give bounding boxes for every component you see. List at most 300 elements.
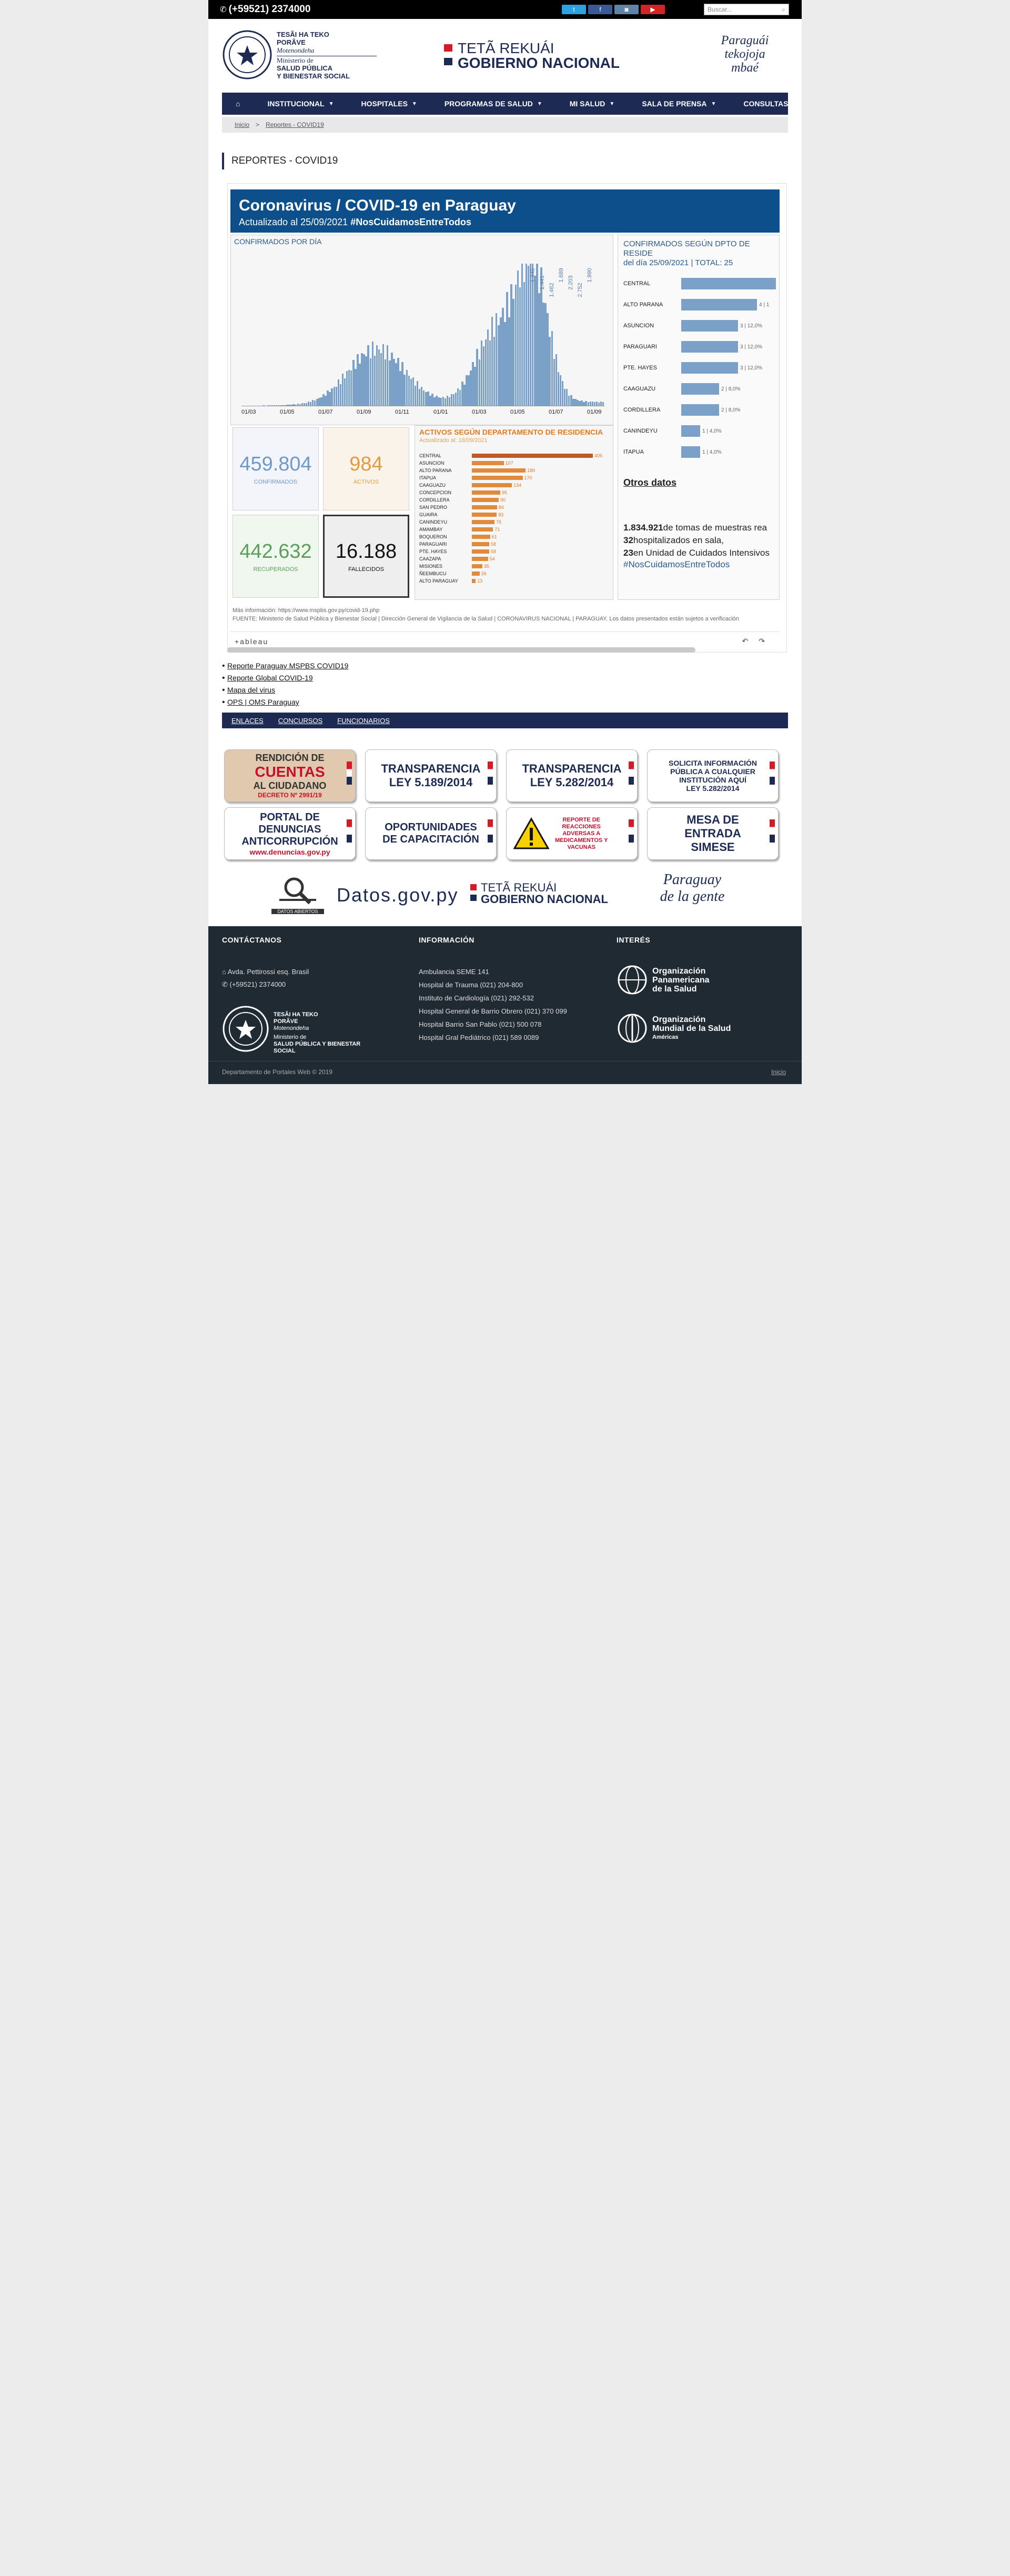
globe-icon [617,1013,648,1044]
banner-portal-denuncias[interactable] [224,807,356,860]
kpi-value: 442.632 [239,540,312,563]
depto-bar [681,299,757,310]
x-tick-label: 01/01 [433,409,448,415]
activos-name: GUAIRA [419,512,438,517]
tableau-logo[interactable]: +ableau [235,637,269,646]
banner-solicita-informacion[interactable] [647,749,779,802]
activos-title: ACTIVOS SEGÚN DEPARTAMENTO DE RESIDENCIA [419,428,603,436]
activos-name: ALTO PARANA [419,468,452,473]
breadcrumb-separator: > [256,121,260,128]
otros-text: hospitalizados en sala, [633,535,724,545]
banner-line: MEDICAMENTOS Y [555,837,608,844]
activos-row[interactable] [419,511,609,518]
oms-logo[interactable] [617,1013,731,1044]
depto-panel [618,235,780,600]
otros-item [623,534,770,547]
x-tick-label: 01/03 [472,409,487,415]
banner-line: TRANSPARENCIA [381,762,481,775]
slogan-line: tekojoja [724,47,765,61]
chevron-down-icon: ▼ [792,101,798,107]
otros-item [623,522,770,534]
horizontal-scrollbar[interactable] [227,647,695,653]
gov-logo[interactable] [458,41,620,71]
depto-name: CAAGUAZU [623,386,656,392]
depto-title: CONFIRMADOS SEGÚN DPTO DE RESIDE [623,239,750,258]
banner-line: LEY 5.189/2014 [389,776,473,789]
activos-bar [472,520,494,524]
depto-value: 2 | 8,0% [721,386,741,392]
logo-line: Ministerio de [274,1034,307,1040]
activos-panel [415,425,613,600]
banner-line: DECRETO Nº 2991/19 [258,791,322,799]
banner-line: INSTITUCIÓN AQUÍ [679,776,746,784]
banner-line: LEY 5.282/2014 [686,784,740,793]
flag-stripe [770,819,775,843]
otros-item [623,547,770,559]
logo-line: SALUD PÚBLICA [277,64,333,72]
activos-list [419,452,609,585]
activos-bar [472,572,480,576]
bullet: • [222,661,228,670]
globe-icon [617,964,648,996]
activos-value: 134 [513,483,522,488]
ministry-seal-logo[interactable] [222,29,272,80]
footer-copyright: Departamento de Portales Web © 2019 [222,1068,333,1076]
activos-row[interactable] [419,533,609,540]
x-tick-label: 01/09 [357,409,371,415]
otros-hashtag: #NosCuidamosEntreTodos [623,559,730,569]
datos-abiertos-logo[interactable] [271,876,324,918]
activos-row[interactable] [419,570,609,577]
banner-line: REPORTE DE [562,816,600,823]
depto-name: ITAPUA [623,449,644,455]
kpi-label: FALLECIDOS [348,566,384,573]
banner-oportunidades[interactable] [365,807,497,860]
activos-bar [472,461,504,465]
x-tick-label: 01/07 [318,409,333,415]
activos-name: AMAMBAY [419,527,443,532]
footer-info-item: Hospital de Trauma (021) 204-800 [419,981,523,989]
activos-bar [472,549,489,554]
undo-redo-icon[interactable]: ↶↷ [742,637,775,645]
kpi-label: CONFIRMADOS [254,478,298,485]
activos-row[interactable] [419,482,609,489]
activos-name: CORDILLERA [419,497,450,503]
confirmed-chart-panel [230,235,613,425]
activos-name: BOQUERON [419,534,447,539]
activos-name: ALTO PARAGUAY [419,578,458,584]
subnav-concursos[interactable]: CONCURSOS [278,716,323,725]
activos-row[interactable] [419,504,609,511]
footer-ministry-text [274,1011,379,1055]
footer-info-title: INFORMACIÓN [419,936,474,944]
viz-title: Coronavirus / COVID-19 en Paraguay [239,197,516,214]
footer-address-text: Avda. Pettirossi esq. Brasil [227,968,309,976]
kpi-card [233,515,319,598]
banner-line: ANTICORRUPCIÓN [241,835,338,847]
x-tick-label: 01/03 [241,409,256,415]
activos-row[interactable] [419,563,609,570]
depto-value: 2 | 8,0% [721,407,741,413]
viz-header [230,189,780,233]
footer-info-item: Ambulancia SEME 141 [419,968,489,976]
depto-bar [681,362,738,374]
sub-nav [222,713,788,728]
gov-line: TETÃ REKUÁI [481,881,557,894]
chevron-down-icon: ▼ [328,101,334,107]
depto-bar [681,320,738,332]
activos-bar [472,557,488,561]
activos-value: 71 [494,527,500,532]
datos-open-label: DATOS ABIERTOS [271,909,324,914]
activos-name: SAN PEDRO [419,505,448,510]
warning-icon [513,817,550,850]
depto-bar [681,425,700,437]
otros-number: 32 [623,535,633,545]
activos-bar [472,468,526,473]
activos-bar [472,505,497,509]
flag-red-square [444,44,452,52]
page-title: REPORTES - COVID19 [222,153,338,169]
footer-interest-title: INTERÉS [617,936,651,944]
link-reporte-global[interactable]: Reporte Global COVID-19 [227,674,313,682]
datos-slogan [650,871,734,905]
activos-value: 54 [489,556,495,562]
search-icon[interactable]: ⌕ [782,5,785,13]
depto-row[interactable] [623,378,779,399]
activos-row[interactable] [419,555,609,563]
banner-line: www.denuncias.gov.py [249,847,330,856]
depto-bar [681,446,700,458]
banner-line: AL CIUDADANO [253,780,327,791]
activos-name: CAAZAPA [419,556,441,562]
otros-number: 23 [623,548,633,558]
depto-row[interactable] [623,420,779,442]
gov-line: GOBIERNO NACIONAL [458,55,620,71]
peak-label: 2.203 [567,275,574,290]
activos-row[interactable] [419,474,609,482]
x-tick-label: 01/05 [510,409,525,415]
nav-item-institucional[interactable] [254,93,347,115]
activos-name: CANINDEYU [419,519,448,525]
depto-name: PARAGUARI [623,344,657,350]
otros-text: de tomas de muestras rea [663,523,767,533]
kpi-card [323,427,409,510]
flag-stripe [770,761,775,785]
activos-row[interactable] [419,518,609,526]
slogan-line: Paraguay [663,871,722,888]
footer-info-item: Hospital General de Barrio Obrero (021) 370 099 [419,1007,567,1015]
back-to-top-link[interactable]: Inicio [771,1068,786,1076]
activos-value: 61 [491,534,497,539]
subnav-funcionarios[interactable]: FUNCIONARIOS [337,716,390,725]
datos-brand[interactable]: Datos.gov.py [337,884,459,906]
footer-contact-title: CONTÁCTANOS [222,936,282,944]
logo-line: Motenondeha [277,46,315,54]
depto-list [623,273,779,463]
slogan-line: de la gente [660,888,725,905]
search-placeholder: Buscar... [708,6,732,13]
depto-row[interactable] [623,273,779,294]
banner-line: OPORTUNIDADES [385,821,477,833]
kpi-value: 459.804 [239,453,312,475]
activos-row[interactable] [419,526,609,533]
logo-line: Motenondeha [274,1025,309,1031]
logo-line: TESÃI HA TEKO [274,1011,318,1018]
home-icon: ⌂ [236,99,240,108]
main-nav [222,93,798,115]
activos-subtitle: Actualizado al: 18/09/2021 [419,437,488,444]
activos-row[interactable] [419,489,609,496]
peak-label: 1.689 [558,268,564,283]
activos-row[interactable] [419,459,609,467]
activos-value: 58 [490,542,496,547]
depto-row[interactable] [623,357,779,378]
nav-home[interactable] [222,93,254,115]
activos-name: MISIONES [419,564,443,569]
ops-line: Organización [652,966,706,976]
ops-line: Panamericana [652,975,710,985]
activos-value: 26 [481,571,487,576]
activos-bar [472,564,482,568]
oms-line: Mundial de la Salud [652,1024,731,1033]
banner-rendicion-cuentas[interactable] [224,749,356,802]
depto-bar [681,341,738,353]
otros-number: 1.834.921 [623,523,663,533]
x-tick-label: 01/09 [587,409,602,415]
oms-line: Américas [652,1034,679,1040]
viz-footnotes [233,606,759,623]
banner-line: ENTRADA [684,827,741,840]
depto-value: 1 | 4,0% [702,449,722,455]
nav-item-sala-prensa[interactable] [628,93,730,115]
banner-line: CUENTAS [255,764,325,780]
banner-line: RENDICIÓN DE [255,753,325,763]
banner-line: TRANSPARENCIA [522,762,622,775]
chevron-down-icon: ▼ [711,101,716,107]
banner-line: LEY 5.282/2014 [530,776,614,789]
phone-icon: ✆ [220,5,227,14]
flag-blue-square [444,58,452,65]
nav-label: PROGRAMAS DE SALUD [444,99,533,108]
logo-line: PORÃVE [274,1018,298,1025]
logo-line: TESÃI HA TEKO [277,31,329,38]
depto-value: 3 | 12,0% [740,323,763,329]
flag-stripe [629,761,634,785]
nav-label: CONSULTAS [743,99,789,108]
magnifier-icon [279,876,316,905]
ops-line: de la Salud [652,984,697,994]
confirmed-chart-title: CONFIRMADOS POR DÍA [234,237,322,246]
peak-label: 1.462 [548,283,555,297]
activos-name: ITAPUA [419,475,436,480]
nav-label: SALA DE PRENSA [642,99,707,108]
activos-bar [472,535,490,539]
activos-bar [472,454,593,458]
activos-value: 107 [505,460,513,466]
depto-bar [681,278,776,289]
banner-line: DENUNCIAS [258,823,321,835]
activos-name: PTE. HAYES [419,549,447,554]
banner-line: SIMESE [691,840,735,854]
banner-line: SOLICITA INFORMACIÓN [669,759,757,767]
peak-labels [231,235,614,426]
reports-links [222,660,348,708]
activos-value: 180 [527,468,536,473]
kpi-value: 984 [349,453,383,475]
chevron-down-icon: ▼ [609,101,615,107]
nav-item-consultas[interactable] [730,93,811,115]
slogan-logo [708,34,782,75]
nav-item-programas[interactable] [431,93,556,115]
activos-value: 35 [483,564,489,569]
footer-seal-logo[interactable] [222,1005,269,1053]
activos-row[interactable] [419,540,609,548]
link-reporte-paraguay[interactable]: Reporte Paraguay MSPBS COVID19 [227,661,349,670]
footer-phone-text: (+59521) 2374000 [229,980,286,988]
depto-name: ALTO PARANA [623,302,663,308]
footer-phone [222,978,286,991]
logo-line: PORÃVE [277,38,306,46]
viz-hashtag: #NosCuidamosEntreTodos [350,217,471,227]
footer-info-list [419,965,567,1044]
instagram-icon[interactable]: ◙ [614,5,639,14]
x-tick-label: 01/07 [549,409,563,415]
activos-bar [472,513,497,517]
banner-line: REACCIONES [562,823,601,830]
depto-name: CANINDEYU [623,428,658,434]
activos-value: 95 [501,490,507,495]
banner-mesa-entrada[interactable] [647,807,779,860]
activos-row[interactable] [419,577,609,585]
slogan-line: mbaé [731,61,759,75]
bullet: • [222,698,228,707]
depto-name: PTE. HAYES [623,365,657,371]
x-tick-label: 01/11 [395,409,409,415]
chevron-down-icon: ▼ [411,101,417,107]
banner-transparencia-5282[interactable] [506,749,638,802]
flag-stripe [629,819,634,843]
flag-blue-square [470,895,477,901]
activos-name: PARAGUARI [419,542,447,547]
banner-line: PÚBLICA A CUALQUIER [670,767,755,776]
activos-row[interactable] [419,452,609,459]
activos-name: CENTRAL [419,453,442,458]
peak-label: 1.445 [529,268,536,283]
kpi-label: ACTIVOS [353,478,379,485]
footer-info-item: Hospital Barrio San Pablo (021) 500 078 [419,1020,542,1028]
activos-bar [472,579,476,583]
kpi-value: 16.188 [335,540,397,563]
depto-row[interactable] [623,442,779,463]
breadcrumb-home[interactable]: Inicio [235,121,250,128]
depto-row[interactable] [623,399,779,420]
viz-info-link[interactable]: Más información: https://www.mspbs.gov.py/covid-19.php [233,607,380,614]
activos-value: 13 [477,578,483,584]
nav-label: HOSPITALES [361,99,408,108]
depto-value: 4 | 1 [759,302,770,308]
banner-line: VACUNAS [567,844,596,850]
breadcrumb-current[interactable]: Reportes - COVID19 [266,121,324,128]
ministry-logo-text [277,31,377,80]
home-icon: ⌂ [222,968,228,976]
nav-item-hospitales[interactable] [347,93,430,115]
footer-info-item: Instituto de Cardiología (021) 292-532 [419,994,534,1002]
chevron-down-icon: ▼ [537,101,542,107]
depto-bar [681,404,719,416]
facebook-icon[interactable]: f [588,5,612,14]
subnav-enlaces[interactable]: ENLACES [231,716,264,725]
bullet: • [222,674,228,683]
ops-logo[interactable] [617,964,710,996]
social-links [562,5,665,14]
viz-source: FUENTE: Ministerio de Salud Pública y Bienestar Social | Dirección General de Vigilancia de la Salud | CORONAVIRUS NACIONAL | PARAGUAY. Los datos presentados están sujetos a verificación [233,616,739,622]
flag-stripe [347,819,352,843]
depto-row[interactable] [623,336,779,357]
banner-transparencia-5189[interactable] [365,749,497,802]
link-ops-oms[interactable]: OPS | OMS Paraguay [227,698,299,706]
nav-item-mi-salud[interactable] [556,93,629,115]
activos-name: CONCEPCION [419,490,452,495]
flag-red-square [470,884,477,890]
depto-row[interactable] [623,294,779,315]
peak-label: 1.990 [586,268,593,283]
activos-row[interactable] [419,467,609,474]
activos-name: CAAGUAZU [419,483,446,488]
logo-line: Ministerio de [277,56,377,64]
youtube-icon[interactable]: ▶ [641,5,665,14]
banner-line: MESA DE [686,813,739,826]
banner-reacciones-adversas[interactable] [506,807,638,860]
activos-value: 405 [594,453,603,458]
banner-line: PORTAL DE [260,811,320,823]
activos-value: 84 [498,505,504,510]
depto-bar [681,383,719,395]
logo-line: SALUD PÚBLICA [274,1041,321,1047]
link-mapa-virus[interactable]: Mapa del virus [227,686,276,694]
depto-row[interactable] [623,315,779,336]
nav-label: INSTITUCIONAL [267,99,325,108]
depto-name: CORDILLERA [623,407,661,413]
depto-value: 3 | 12,0% [740,344,763,350]
otros-text: en Unidad de Cuidados Intensivos [633,548,770,558]
logo-line: Y BIENESTAR SOCIAL [274,1041,361,1054]
activos-value: 58 [490,549,496,554]
twitter-icon[interactable]: t [562,5,586,14]
depto-name: CENTRAL [623,280,651,287]
search-input[interactable] [704,4,789,15]
activos-bar [472,483,512,487]
bullet: • [222,686,228,695]
depto-value: 3 | 12,0% [740,365,763,371]
x-axis-ticks [241,409,604,417]
footer [208,926,802,1084]
nav-label: MI SALUD [569,99,605,108]
x-tick-label: 01/05 [280,409,295,415]
activos-name: ÑEEMBUCU [419,571,447,576]
depto-value: 1 | 4,0% [702,428,722,434]
kpi-card [233,427,319,510]
activos-value: 170 [524,475,532,480]
activos-bar [472,498,499,502]
activos-row[interactable] [419,548,609,555]
activos-value: 83 [498,512,504,517]
logo-line: Y BIENESTAR SOCIAL [277,72,350,80]
oms-line: Organización [652,1015,706,1024]
activos-bar [472,476,523,480]
activos-row[interactable] [419,496,609,504]
datos-gov-logo[interactable] [481,882,608,905]
